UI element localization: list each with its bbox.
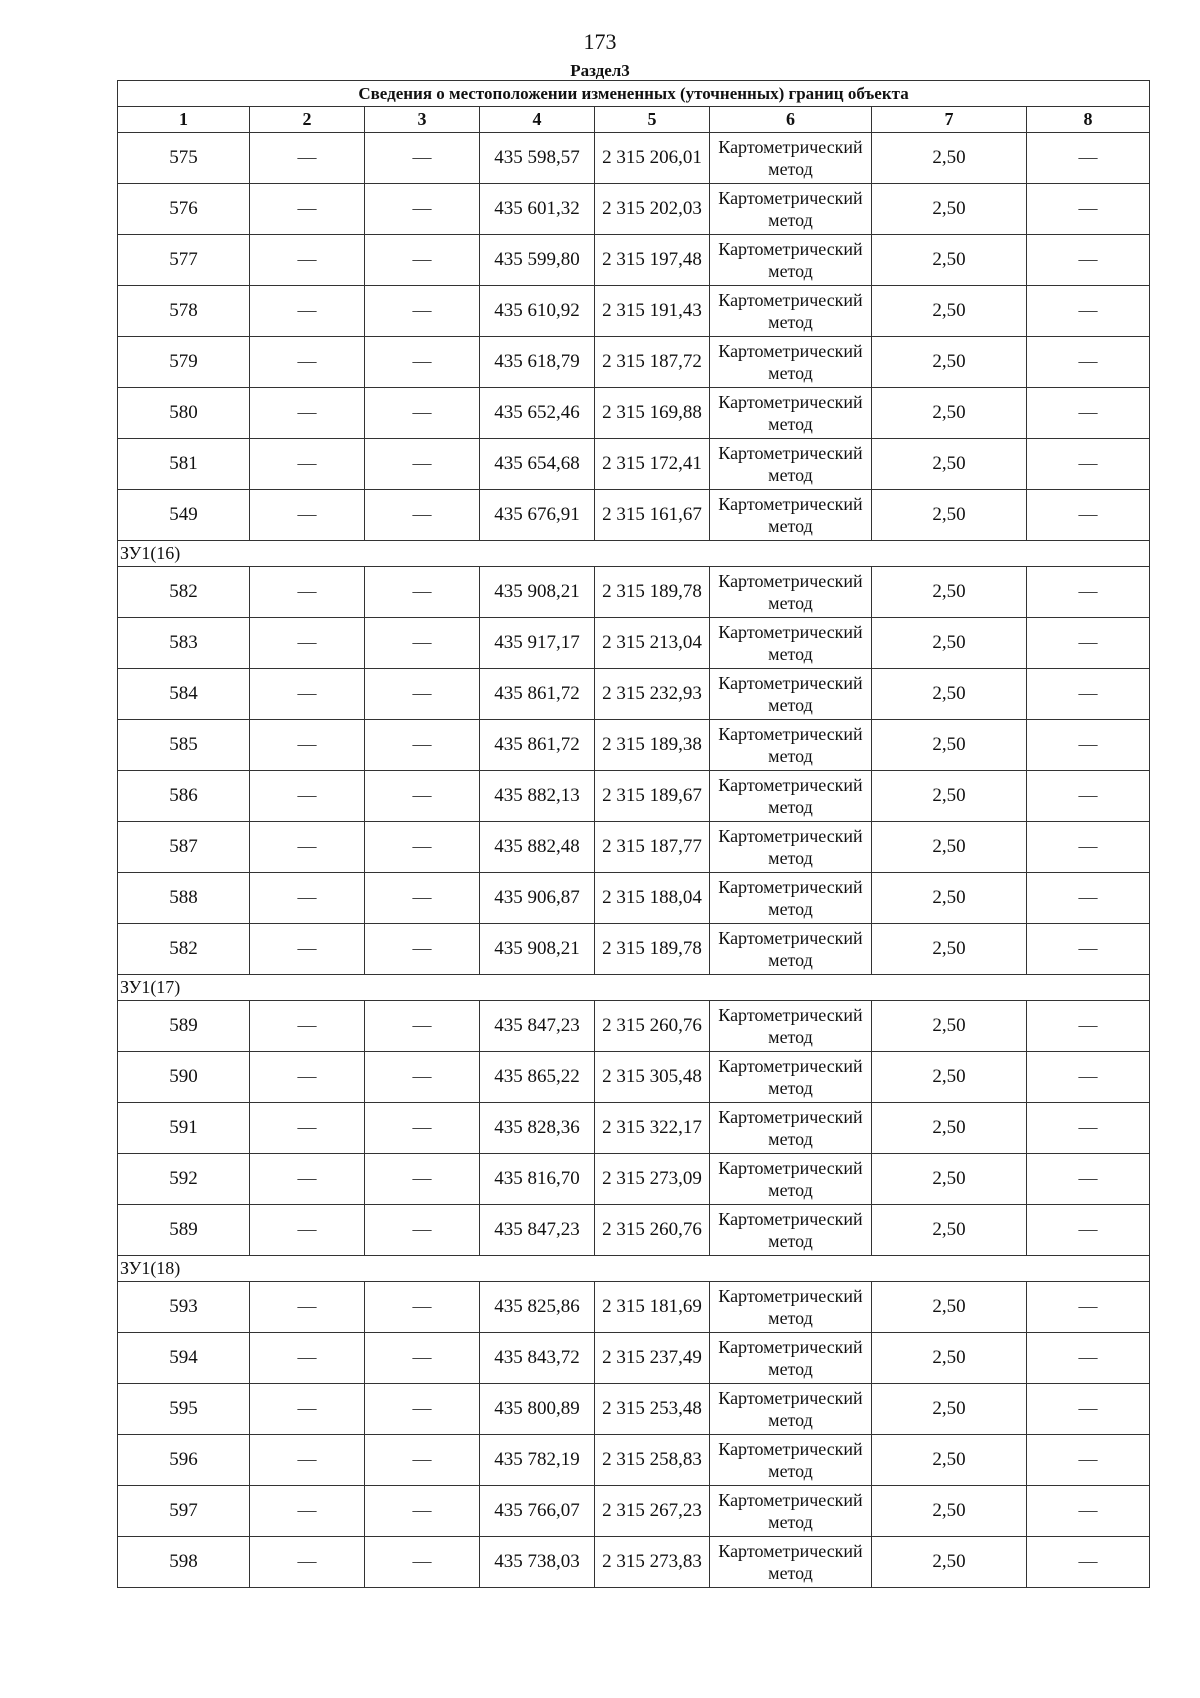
cell-col-4: 435 816,70 [480, 1154, 595, 1205]
table-row [118, 1205, 1150, 1256]
cell-col-5: 2 315 161,67 [595, 490, 710, 541]
cell-col-4: 435 861,72 [480, 720, 595, 771]
cell-col-5: 2 315 189,67 [595, 771, 710, 822]
cell-col-5: 2 315 258,83 [595, 1435, 710, 1486]
cell-col-1: 595 [118, 1384, 250, 1435]
table-row [118, 490, 1150, 541]
table-row [118, 388, 1150, 439]
cell-col-1: 578 [118, 286, 250, 337]
cell-col-6: Картометрический метод [710, 1384, 872, 1435]
cell-col-2: — [250, 1486, 365, 1537]
cell-col-2: — [250, 133, 365, 184]
cell-col-6: Картометрический метод [710, 924, 872, 975]
group-row [118, 1256, 1150, 1282]
cell-col-1: 588 [118, 873, 250, 924]
cell-col-4: 435 800,89 [480, 1384, 595, 1435]
cell-col-6: Картометрический метод [710, 1103, 872, 1154]
cell-col-8: — [1027, 873, 1150, 924]
cell-col-4: 435 882,13 [480, 771, 595, 822]
cell-col-8: — [1027, 133, 1150, 184]
cell-col-6: Картометрический метод [710, 1435, 872, 1486]
cell-col-7: 2,50 [872, 1333, 1027, 1384]
cell-col-3: — [365, 1205, 480, 1256]
cell-col-7: 2,50 [872, 439, 1027, 490]
cell-col-6: Картометрический метод [710, 567, 872, 618]
group-row [118, 975, 1150, 1001]
cell-col-5: 2 315 206,01 [595, 133, 710, 184]
cell-col-5: 2 315 260,76 [595, 1205, 710, 1256]
cell-col-3: — [365, 720, 480, 771]
cell-col-3: — [365, 873, 480, 924]
cell-col-1: 581 [118, 439, 250, 490]
cell-col-4: 435 738,03 [480, 1537, 595, 1588]
column-header-5: 5 [595, 107, 710, 133]
cell-col-6: Картометрический метод [710, 873, 872, 924]
table-row [118, 1052, 1150, 1103]
cell-col-2: — [250, 1103, 365, 1154]
cell-col-5: 2 315 187,77 [595, 822, 710, 873]
cell-col-3: — [365, 1384, 480, 1435]
table-row [118, 1282, 1150, 1333]
cell-col-2: — [250, 1282, 365, 1333]
cell-col-7: 2,50 [872, 618, 1027, 669]
group-label: ЗУ1(16) [118, 541, 1150, 567]
cell-col-6: Картометрический метод [710, 286, 872, 337]
cell-col-8: — [1027, 1435, 1150, 1486]
cell-col-7: 2,50 [872, 286, 1027, 337]
cell-col-2: — [250, 771, 365, 822]
cell-col-7: 2,50 [872, 1001, 1027, 1052]
cell-col-5: 2 315 267,23 [595, 1486, 710, 1537]
cell-col-1: 597 [118, 1486, 250, 1537]
cell-col-4: 435 782,19 [480, 1435, 595, 1486]
cell-col-1: 579 [118, 337, 250, 388]
cell-col-8: — [1027, 1001, 1150, 1052]
cell-col-8: — [1027, 1205, 1150, 1256]
cell-col-8: — [1027, 1384, 1150, 1435]
column-header-6: 6 [710, 107, 872, 133]
cell-col-4: 435 843,72 [480, 1333, 595, 1384]
table-row [118, 439, 1150, 490]
cell-col-2: — [250, 720, 365, 771]
cell-col-1: 592 [118, 1154, 250, 1205]
cell-col-2: — [250, 1052, 365, 1103]
cell-col-5: 2 315 232,93 [595, 669, 710, 720]
cell-col-3: — [365, 439, 480, 490]
cell-col-4: 435 908,21 [480, 567, 595, 618]
cell-col-8: — [1027, 1537, 1150, 1588]
cell-col-2: — [250, 388, 365, 439]
cell-col-8: — [1027, 235, 1150, 286]
table-row [118, 924, 1150, 975]
table-row [118, 1537, 1150, 1588]
cell-col-2: — [250, 1384, 365, 1435]
cell-col-3: — [365, 924, 480, 975]
table-row [118, 873, 1150, 924]
cell-col-4: 435 917,17 [480, 618, 595, 669]
cell-col-3: — [365, 286, 480, 337]
cell-col-6: Картометрический метод [710, 822, 872, 873]
table-row [118, 1384, 1150, 1435]
cell-col-4: 435 618,79 [480, 337, 595, 388]
cell-col-4: 435 652,46 [480, 388, 595, 439]
cell-col-1: 593 [118, 1282, 250, 1333]
cell-col-5: 2 315 197,48 [595, 235, 710, 286]
cell-col-3: — [365, 1001, 480, 1052]
cell-col-7: 2,50 [872, 873, 1027, 924]
cell-col-2: — [250, 567, 365, 618]
cell-col-7: 2,50 [872, 1537, 1027, 1588]
cell-col-1: 584 [118, 669, 250, 720]
cell-col-5: 2 315 187,72 [595, 337, 710, 388]
cell-col-5: 2 315 305,48 [595, 1052, 710, 1103]
cell-col-8: — [1027, 490, 1150, 541]
cell-col-3: — [365, 669, 480, 720]
cell-col-1: 587 [118, 822, 250, 873]
cell-col-3: — [365, 1103, 480, 1154]
cell-col-6: Картометрический метод [710, 1333, 872, 1384]
cell-col-2: — [250, 439, 365, 490]
cell-col-6: Картометрический метод [710, 1052, 872, 1103]
table-row [118, 235, 1150, 286]
column-number-header-row [118, 107, 1150, 133]
cell-col-8: — [1027, 1282, 1150, 1333]
cell-col-8: — [1027, 1154, 1150, 1205]
cell-col-5: 2 315 189,78 [595, 567, 710, 618]
cell-col-4: 435 766,07 [480, 1486, 595, 1537]
cell-col-1: 580 [118, 388, 250, 439]
section-title: Раздел3 [570, 61, 630, 80]
cell-col-6: Картометрический метод [710, 1001, 872, 1052]
cell-col-7: 2,50 [872, 1205, 1027, 1256]
cell-col-5: 2 315 188,04 [595, 873, 710, 924]
cell-col-1: 589 [118, 1205, 250, 1256]
cell-col-8: — [1027, 771, 1150, 822]
cell-col-3: — [365, 1435, 480, 1486]
cell-col-5: 2 315 181,69 [595, 1282, 710, 1333]
cell-col-8: — [1027, 388, 1150, 439]
cell-col-5: 2 315 202,03 [595, 184, 710, 235]
table-row [118, 133, 1150, 184]
cell-col-5: 2 315 189,78 [595, 924, 710, 975]
cell-col-5: 2 315 213,04 [595, 618, 710, 669]
cell-col-3: — [365, 184, 480, 235]
cell-col-2: — [250, 618, 365, 669]
cell-col-3: — [365, 1052, 480, 1103]
cell-col-7: 2,50 [872, 388, 1027, 439]
cell-col-1: 582 [118, 567, 250, 618]
cell-col-4: 435 676,91 [480, 490, 595, 541]
cell-col-6: Картометрический метод [710, 133, 872, 184]
cell-col-7: 2,50 [872, 1052, 1027, 1103]
cell-col-7: 2,50 [872, 1154, 1027, 1205]
cell-col-6: Картометрический метод [710, 337, 872, 388]
table-row [118, 337, 1150, 388]
cell-col-4: 435 828,36 [480, 1103, 595, 1154]
column-header-2: 2 [250, 107, 365, 133]
table-row [118, 184, 1150, 235]
cell-col-6: Картометрический метод [710, 235, 872, 286]
cell-col-8: — [1027, 1103, 1150, 1154]
cell-col-4: 435 847,23 [480, 1001, 595, 1052]
table-row [118, 618, 1150, 669]
group-label: ЗУ1(18) [118, 1256, 1150, 1282]
cell-col-2: — [250, 1154, 365, 1205]
cell-col-7: 2,50 [872, 1435, 1027, 1486]
cell-col-7: 2,50 [872, 720, 1027, 771]
cell-col-5: 2 315 253,48 [595, 1384, 710, 1435]
table-row [118, 286, 1150, 337]
cell-col-3: — [365, 1486, 480, 1537]
cell-col-5: 2 315 273,83 [595, 1537, 710, 1588]
table-row [118, 1333, 1150, 1384]
cell-col-4: 435 861,72 [480, 669, 595, 720]
cell-col-6: Картометрический метод [710, 388, 872, 439]
cell-col-1: 583 [118, 618, 250, 669]
table-row [118, 720, 1150, 771]
cell-col-3: — [365, 1537, 480, 1588]
cell-col-7: 2,50 [872, 924, 1027, 975]
table-row [118, 771, 1150, 822]
column-header-4: 4 [480, 107, 595, 133]
cell-col-3: — [365, 235, 480, 286]
table-row [118, 1001, 1150, 1052]
cell-col-7: 2,50 [872, 133, 1027, 184]
cell-col-3: — [365, 1333, 480, 1384]
cell-col-2: — [250, 235, 365, 286]
cell-col-3: — [365, 133, 480, 184]
cell-col-2: — [250, 337, 365, 388]
column-header-1: 1 [118, 107, 250, 133]
cell-col-7: 2,50 [872, 337, 1027, 388]
cell-col-3: — [365, 337, 480, 388]
cell-col-1: 549 [118, 490, 250, 541]
cell-col-8: — [1027, 618, 1150, 669]
cell-col-4: 435 908,21 [480, 924, 595, 975]
cell-col-6: Картометрический метод [710, 720, 872, 771]
cell-col-8: — [1027, 822, 1150, 873]
cell-col-1: 575 [118, 133, 250, 184]
cell-col-7: 2,50 [872, 771, 1027, 822]
cell-col-3: — [365, 567, 480, 618]
page-number: 173 [583, 29, 617, 54]
cell-col-6: Картометрический метод [710, 618, 872, 669]
group-label: ЗУ1(17) [118, 975, 1150, 1001]
cell-col-1: 591 [118, 1103, 250, 1154]
cell-col-8: — [1027, 924, 1150, 975]
cell-col-6: Картометрический метод [710, 1154, 872, 1205]
cell-col-4: 435 865,22 [480, 1052, 595, 1103]
cell-col-8: — [1027, 286, 1150, 337]
cell-col-6: Картометрический метод [710, 490, 872, 541]
cell-col-6: Картометрический метод [710, 1205, 872, 1256]
table-row [118, 1435, 1150, 1486]
table-row [118, 567, 1150, 618]
cell-col-2: — [250, 1333, 365, 1384]
cell-col-7: 2,50 [872, 1282, 1027, 1333]
cell-col-8: — [1027, 184, 1150, 235]
cell-col-4: 435 882,48 [480, 822, 595, 873]
cell-col-2: — [250, 669, 365, 720]
cell-col-8: — [1027, 439, 1150, 490]
cell-col-2: — [250, 490, 365, 541]
cell-col-8: — [1027, 1333, 1150, 1384]
cell-col-8: — [1027, 1052, 1150, 1103]
cell-col-1: 589 [118, 1001, 250, 1052]
cell-col-6: Картометрический метод [710, 1282, 872, 1333]
table-row [118, 1486, 1150, 1537]
cell-col-1: 585 [118, 720, 250, 771]
cell-col-4: 435 654,68 [480, 439, 595, 490]
cell-col-4: 435 847,23 [480, 1205, 595, 1256]
cell-col-7: 2,50 [872, 1384, 1027, 1435]
cell-col-3: — [365, 1282, 480, 1333]
cell-col-2: — [250, 1537, 365, 1588]
cell-col-1: 594 [118, 1333, 250, 1384]
cell-col-6: Картометрический метод [710, 1537, 872, 1588]
cell-col-8: — [1027, 1486, 1150, 1537]
cell-col-5: 2 315 322,17 [595, 1103, 710, 1154]
cell-col-2: — [250, 1001, 365, 1052]
column-header-3: 3 [365, 107, 480, 133]
cell-col-7: 2,50 [872, 184, 1027, 235]
cell-col-3: — [365, 388, 480, 439]
cell-col-2: — [250, 873, 365, 924]
cell-col-1: 577 [118, 235, 250, 286]
cell-col-4: 435 601,32 [480, 184, 595, 235]
table-row [118, 822, 1150, 873]
cell-col-3: — [365, 771, 480, 822]
cell-col-4: 435 610,92 [480, 286, 595, 337]
table-row [118, 669, 1150, 720]
cell-col-7: 2,50 [872, 669, 1027, 720]
cell-col-4: 435 598,57 [480, 133, 595, 184]
cell-col-5: 2 315 172,41 [595, 439, 710, 490]
cell-col-1: 596 [118, 1435, 250, 1486]
cell-col-2: — [250, 1205, 365, 1256]
cell-col-1: 598 [118, 1537, 250, 1588]
cell-col-5: 2 315 273,09 [595, 1154, 710, 1205]
cell-col-3: — [365, 822, 480, 873]
cell-col-1: 586 [118, 771, 250, 822]
cell-col-2: — [250, 184, 365, 235]
cell-col-3: — [365, 490, 480, 541]
cell-col-6: Картометрический метод [710, 439, 872, 490]
cell-col-6: Картометрический метод [710, 184, 872, 235]
table-caption: Сведения о местоположении измененных (уточненных) границ объекта [118, 81, 1150, 107]
cell-col-1: 576 [118, 184, 250, 235]
cell-col-5: 2 315 260,76 [595, 1001, 710, 1052]
cell-col-5: 2 315 189,38 [595, 720, 710, 771]
cell-col-7: 2,50 [872, 1486, 1027, 1537]
cell-col-4: 435 825,86 [480, 1282, 595, 1333]
cell-col-2: — [250, 924, 365, 975]
cell-col-3: — [365, 618, 480, 669]
cell-col-7: 2,50 [872, 235, 1027, 286]
cell-col-4: 435 599,80 [480, 235, 595, 286]
cell-col-5: 2 315 191,43 [595, 286, 710, 337]
cell-col-7: 2,50 [872, 822, 1027, 873]
cell-col-7: 2,50 [872, 567, 1027, 618]
cell-col-1: 590 [118, 1052, 250, 1103]
group-row [118, 541, 1150, 567]
cell-col-6: Картометрический метод [710, 771, 872, 822]
cell-col-6: Картометрический метод [710, 1486, 872, 1537]
cell-col-2: — [250, 1435, 365, 1486]
cell-col-3: — [365, 1154, 480, 1205]
cell-col-8: — [1027, 669, 1150, 720]
cell-col-8: — [1027, 720, 1150, 771]
cell-col-2: — [250, 286, 365, 337]
cell-col-5: 2 315 237,49 [595, 1333, 710, 1384]
table-row [118, 1154, 1150, 1205]
column-header-7: 7 [872, 107, 1027, 133]
cell-col-8: — [1027, 337, 1150, 388]
cell-col-2: — [250, 822, 365, 873]
cell-col-6: Картометрический метод [710, 669, 872, 720]
cell-col-4: 435 906,87 [480, 873, 595, 924]
cell-col-1: 582 [118, 924, 250, 975]
cell-col-8: — [1027, 567, 1150, 618]
cell-col-7: 2,50 [872, 490, 1027, 541]
cell-col-5: 2 315 169,88 [595, 388, 710, 439]
boundary-coordinates-table [117, 80, 1150, 1588]
cell-col-7: 2,50 [872, 1103, 1027, 1154]
table-body [118, 133, 1150, 1588]
column-header-8: 8 [1027, 107, 1150, 133]
table-row [118, 1103, 1150, 1154]
